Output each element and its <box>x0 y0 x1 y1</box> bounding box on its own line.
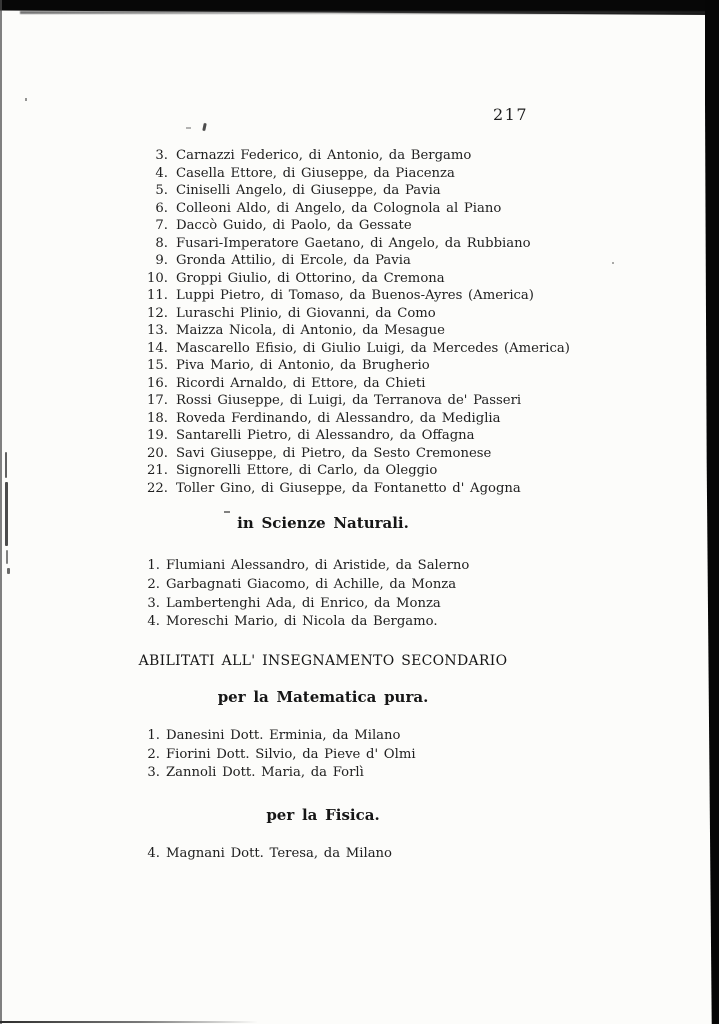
ink-speck <box>5 482 8 546</box>
item-number: 13. <box>147 323 168 338</box>
list-item <box>138 576 618 595</box>
heading-matematica-pura: per la Matematica pura. <box>217 688 429 706</box>
list-item <box>138 165 618 183</box>
item-number: 9. <box>155 253 168 268</box>
ink-speck <box>7 568 10 574</box>
item-text: Lambertenghi Ada, di Enrico, da Monza <box>166 595 441 611</box>
list-item <box>138 746 618 765</box>
item-number: 1. <box>147 728 160 743</box>
item-text: Danesini Dott. Erminia, da Milano <box>166 728 401 743</box>
item-number: 22. <box>147 480 168 496</box>
item-text: Gronda Attilio, di Ercole, da Pavia <box>176 253 411 268</box>
item-text: Flumiani Alessandro, di Aristide, da Salerno <box>166 558 470 573</box>
item-number: 5. <box>155 183 168 198</box>
item-text: Casella Ettore, di Giuseppe, da Piacenza <box>176 165 455 181</box>
item-text: Groppi Giulio, di Ottorino, da Cremona <box>176 270 445 286</box>
page-number: 217 <box>493 105 529 124</box>
item-text: Carnazzi Federico, di Antonio, da Bergamo <box>176 148 472 163</box>
item-text: Maizza Nicola, di Antonio, da Mesague <box>176 323 445 338</box>
scan-smudge-top <box>20 11 710 14</box>
item-text: Mascarello Efisio, di Giulio Luigi, da Mercedes (America) <box>176 340 570 356</box>
item-number: 21. <box>147 463 168 478</box>
ink-speck <box>202 123 207 131</box>
list-item <box>138 200 618 218</box>
item-text: Piva Mario, di Antonio, da Brugherio <box>176 358 430 373</box>
list-item <box>138 845 618 863</box>
list-item <box>138 375 618 393</box>
scan-border-bottom <box>0 1021 258 1023</box>
heading-scienze-naturali: in Scienze Naturali. <box>237 514 409 532</box>
ink-speck <box>25 98 27 101</box>
item-number: 14. <box>147 340 168 356</box>
list-item <box>138 392 618 410</box>
item-number: 11. <box>147 288 168 303</box>
list-item <box>138 613 618 632</box>
item-number: 20. <box>147 445 168 461</box>
list-item <box>138 357 618 375</box>
item-number: 2. <box>147 576 160 592</box>
item-text: Rossi Giuseppe, di Luigi, da Terranova de' Passeri <box>176 393 522 408</box>
item-number: 8. <box>155 235 168 251</box>
item-text: Moreschi Mario, di Nicola da Bergamo. <box>166 614 438 630</box>
item-text: Colleoni Aldo, di Angelo, da Colognola al Piano <box>176 200 502 216</box>
list-item <box>138 727 618 746</box>
list-item <box>138 287 618 305</box>
ink-speck <box>6 550 8 564</box>
heading-abilitati: ABILITATI ALL' INSEGNAMENTO SECONDARIO <box>138 653 508 669</box>
item-number: 3. <box>155 148 168 163</box>
item-number: 3. <box>147 595 160 611</box>
list-item <box>138 480 618 498</box>
item-number: 10. <box>147 270 168 286</box>
item-number: 12. <box>147 305 168 321</box>
heading-fisica: per la Fisica. <box>266 806 380 824</box>
list-item <box>138 340 618 358</box>
item-number: 7. <box>155 218 168 233</box>
item-text: Garbagnati Giacomo, di Achille, da Monza <box>166 576 457 592</box>
list-item <box>138 217 618 235</box>
item-number: 19. <box>147 428 168 443</box>
item-text: Daccò Guido, di Paolo, da Gessate <box>176 218 412 233</box>
candidate-list-continued <box>138 147 618 497</box>
list-item <box>138 235 618 253</box>
scan-border-right <box>705 0 719 1024</box>
scan-border-left <box>0 0 2 1024</box>
item-number: 18. <box>147 410 168 426</box>
item-text: Fiorini Dott. Silvio, da Pieve d' Olmi <box>166 746 416 762</box>
item-number: 2. <box>147 746 160 762</box>
candidate-list-fisica <box>138 845 618 863</box>
item-text: Luraschi Plinio, di Giovanni, da Como <box>176 305 436 321</box>
list-item <box>138 427 618 445</box>
item-text: Fusari-Imperatore Gaetano, di Angelo, da Rubbiano <box>176 235 531 251</box>
item-number: 15. <box>147 358 168 373</box>
item-text: Zannoli Dott. Maria, da Forlì <box>166 765 364 781</box>
ink-speck <box>186 127 191 129</box>
item-text: Ricordi Arnaldo, di Ettore, da Chieti <box>176 375 426 391</box>
item-text: Ciniselli Angelo, di Giuseppe, da Pavia <box>176 183 441 198</box>
list-item <box>138 182 618 200</box>
item-text: Toller Gino, di Giuseppe, da Fontanetto d' Agogna <box>176 480 521 496</box>
item-number: 4. <box>155 165 168 181</box>
item-text: Magnani Dott. Teresa, da Milano <box>166 846 392 861</box>
list-item <box>138 445 618 463</box>
item-number: 17. <box>147 393 168 408</box>
item-number: 3. <box>147 765 160 781</box>
item-text: Savi Giuseppe, di Pietro, da Sesto Cremonese <box>176 445 492 461</box>
list-item <box>138 322 618 340</box>
list-item <box>138 764 618 783</box>
item-text: Santarelli Pietro, di Alessandro, da Offagna <box>176 428 475 443</box>
list-item <box>138 147 618 165</box>
item-text: Signorelli Ettore, di Carlo, da Oleggio <box>176 463 438 478</box>
candidate-list-matematica <box>138 727 618 783</box>
list-item <box>138 557 618 576</box>
item-number: 1. <box>147 558 160 573</box>
list-item <box>138 410 618 428</box>
list-item <box>138 305 618 323</box>
item-number: 4. <box>147 846 160 861</box>
list-item <box>138 462 618 480</box>
item-number: 16. <box>147 375 168 391</box>
list-item <box>138 595 618 614</box>
item-number: 6. <box>155 200 168 216</box>
ink-speck <box>5 452 7 478</box>
list-item <box>138 270 618 288</box>
item-text: Luppi Pietro, di Tomaso, da Buenos-Ayres (America) <box>176 288 534 303</box>
list-item <box>138 252 618 270</box>
candidate-list-scienze-naturali <box>138 557 618 632</box>
item-text: Roveda Ferdinando, di Alessandro, da Mediglia <box>176 410 501 426</box>
item-number: 4. <box>147 614 160 630</box>
